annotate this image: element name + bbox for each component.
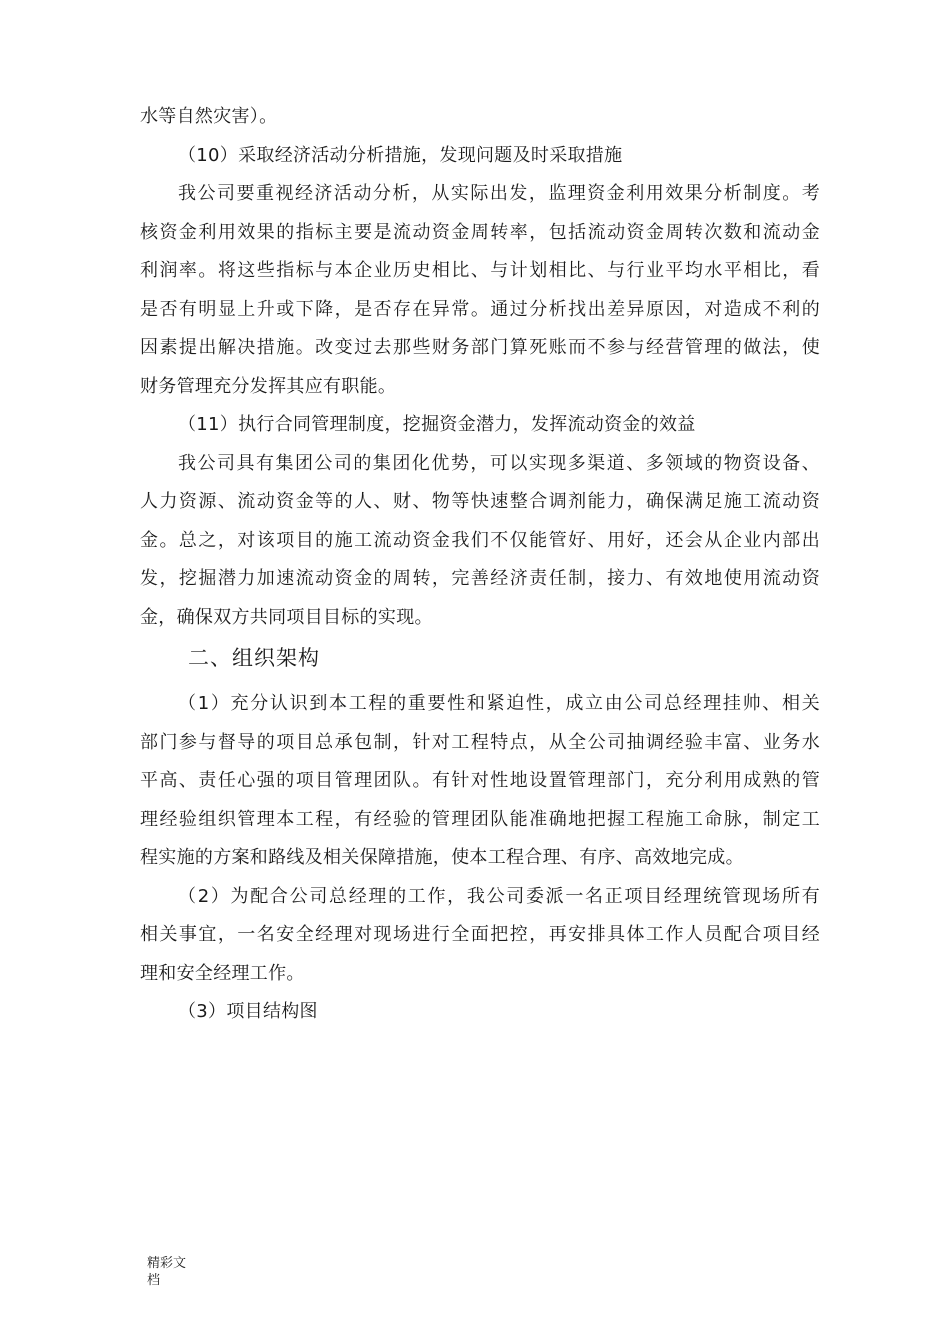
text-line: （3）项目结构图 bbox=[178, 1001, 318, 1022]
text-line: 部门参与督导的项目总承包制，针对工程特点，从全公司抽调经验丰富、业务水 bbox=[140, 731, 820, 753]
text-line: 是否有明显上升或下降，是否存在异常。通过分析找出差异原因，对造成不利的 bbox=[140, 298, 820, 320]
text-line: 我公司要重视经济活动分析，从实际出发，监理资金利用效果分析制度。考 bbox=[178, 183, 820, 204]
text-line: 理经验组织管理本工程，有经验的管理团队能准确地把握工程施工命脉，制定工 bbox=[140, 808, 820, 830]
footer-line-2: 档 bbox=[147, 1273, 161, 1288]
text-line: 金，确保双方共同项目目标的实现。 bbox=[140, 606, 433, 628]
text-line: 相关事宜，一名安全经理对现场进行全面把控，再安排具体工作人员配合项目经 bbox=[140, 924, 820, 945]
document-body bbox=[140, 98, 820, 1032]
text-line: 人力资源、流动资金等的人、财、物等快速整合调剂能力，确保满足施工流动资 bbox=[140, 491, 820, 512]
section-heading: 二、组织架构 bbox=[188, 646, 320, 670]
text-line: （1）充分认识到本工程的重要性和紧迫性，成立由公司总经理挂帅、相关 bbox=[178, 693, 820, 714]
text-line: 理和安全经理工作。 bbox=[140, 962, 305, 984]
text-line: 核资金利用效果的指标主要是流动资金周转率，包括流动资金周转次数和流动金 bbox=[140, 221, 820, 243]
footer-watermark bbox=[147, 1255, 203, 1289]
text-line: （11）执行合同管理制度，挖掘资金潜力，发挥流动资金的效益 bbox=[178, 414, 696, 435]
text-line: 我公司具有集团公司的集团化优势，可以实现多渠道、多领域的物资设备、 bbox=[178, 452, 820, 474]
text-line: 金。总之，对该项目的施工流动资金我们不仅能管好、用好，还会从企业内部出 bbox=[140, 529, 820, 551]
text-line: 平高、责任心强的项目管理团队。有针对性地设置管理部门，充分利用成熟的管 bbox=[140, 770, 820, 791]
text-line: （2）为配合公司总经理的工作，我公司委派一名正项目经理统管现场所有 bbox=[178, 885, 820, 907]
text-line: 财务管理充分发挥其应有职能。 bbox=[140, 375, 397, 397]
text-line: （10）采取经济活动分析措施，发现问题及时采取措施 bbox=[178, 144, 623, 166]
text-line: 发，挖掘潜力加速流动资金的周转，完善经济责任制，接力、有效地使用流动资 bbox=[140, 568, 820, 589]
text-line: 程实施的方案和路线及相关保障措施，使本工程合理、有序、高效地完成。 bbox=[140, 847, 744, 868]
footer-line-1: 精彩文 bbox=[147, 1256, 187, 1271]
text-line: 因素提出解决措施。改变过去那些财务部门算死账而不参与经营管理的做法，使 bbox=[140, 337, 820, 358]
text-line: 水等自然灾害）。 bbox=[140, 106, 278, 127]
text-line: 利润率。将这些指标与本企业历史相比、与计划相比、与行业平均水平相比，看 bbox=[140, 260, 820, 281]
